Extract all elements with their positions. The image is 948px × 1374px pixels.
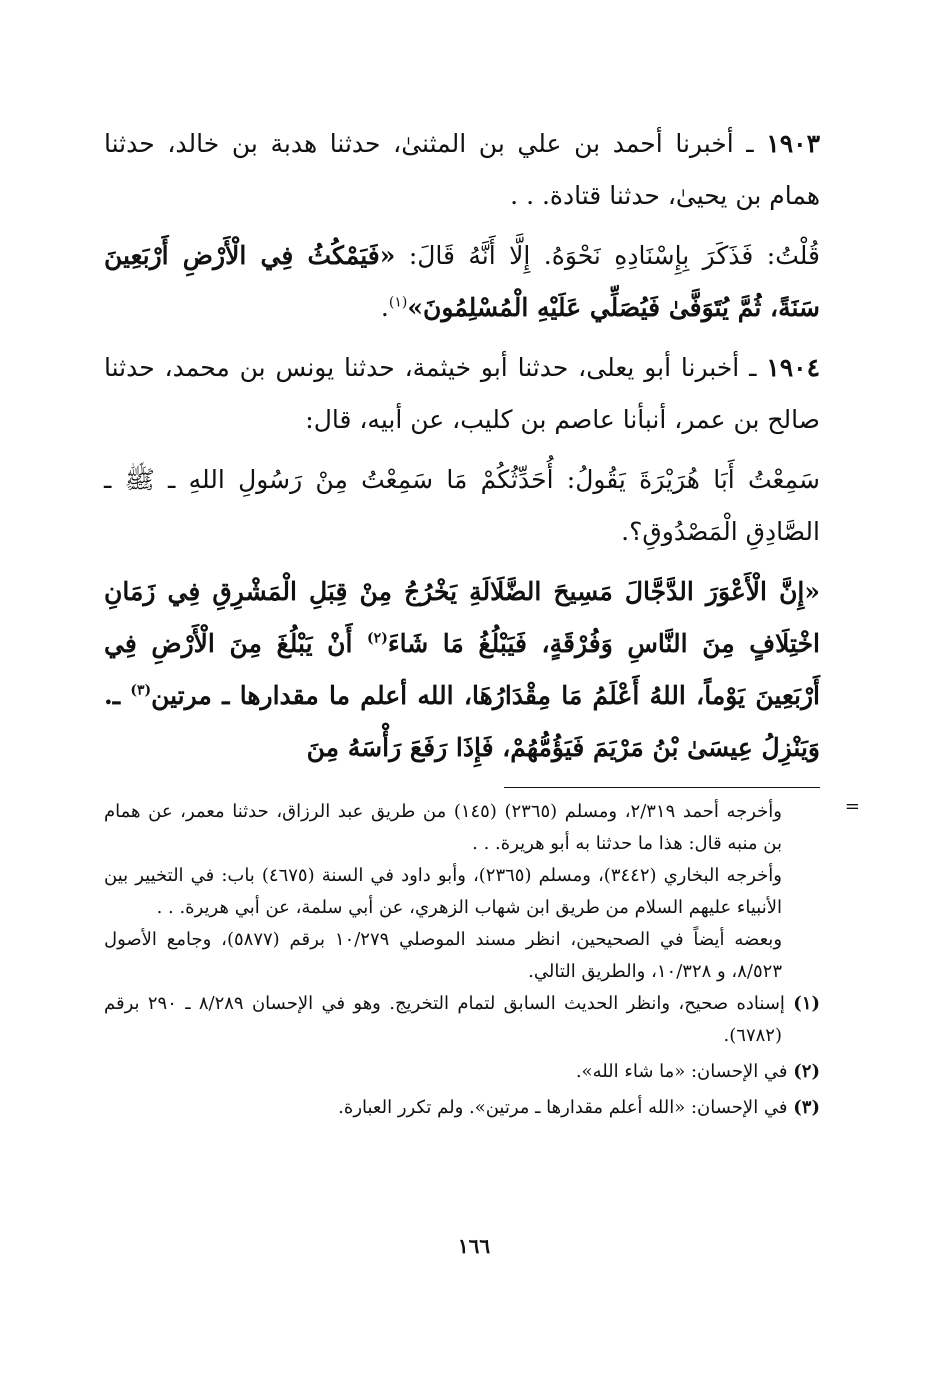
footnotes — [104, 796, 860, 1124]
hadith-1903 — [104, 118, 820, 222]
hadith-matn — [104, 566, 820, 774]
footnote-text: إسناده صحيح، وانظر الحديث السابق لتمام التخريج. وهو في الإحسان ٨/٢٨٩ ـ ٢٩٠ برقم (٦٧٨٢). — [104, 993, 794, 1046]
footnote-ref-1[interactable]: (١) — [388, 294, 408, 311]
continuation-mark: = — [844, 796, 860, 817]
footnote-continuation-2: وأخرجه البخاري (٣٤٤٢)، ومسلم (٢٣٦٥)، وأبو داود في السنة (٤٦٧٥) باب: في التخيير بين الأنبياء عليهم السلام من طريق ابن شهاب الزهري، عن أبي سلمة، عن أبي هريرة. . . — [104, 865, 782, 918]
isnad-chain: ـ أخبرنا أحمد بن علي بن المثنىٰ، حدثنا هدبة بن خالد، حدثنا همام بن يحيىٰ، حدثنا قتادة. . . — [104, 129, 820, 210]
hadith-number: ١٩٠٤ — [766, 353, 820, 382]
footnote-text: في الإحسان: «الله أعلم مقدارها ـ مرتين». ولم تكرر العبارة. — [338, 1097, 794, 1118]
matn-part-1: «إِنَّ الْأَعْوَرَ الدَّجَّالَ مَسِيحَ الضَّلَالَةِ يَخْرُجُ مِنْ قِبَلِ الْمَشْرِقِ فِي زَمَانِ اخْتِلَافٍ مِنَ النَّاسِ وَفُرْقَةٍ، فَيَبْلُغُ مَا شَاءَ — [104, 577, 820, 658]
footnote-ref-2[interactable]: (٢) — [367, 630, 388, 647]
footnote-text: في الإحسان: «ما شاء الله». — [575, 1061, 794, 1082]
hadith-quote: «فَيَمْكُثُ فِي الْأَرْضِ أَرْبَعِينَ سَنَةً، ثُمَّ يُتَوَفَّىٰ فَيُصَلِّي عَلَيْهِ الْمُسْلِمُونَ» — [104, 241, 820, 322]
narration-intro: سَمِعْتُ أَبَا هُرَيْرَةَ يَقُولُ: أُحَدِّثُكُمْ مَا سَمِعْتُ مِنْ رَسُولِ اللهِ ـ ﷺ ـ الصَّادِقِ الْمَصْدُوقِ؟. — [104, 465, 820, 546]
footnote-label: (٣) — [793, 1097, 820, 1118]
comment-end: . — [380, 293, 389, 322]
footnote-label: (١) — [793, 993, 821, 1014]
footnote-3 — [104, 1092, 820, 1124]
comment-1903 — [104, 230, 820, 334]
footnote-continuation-3: وبعضه أيضاً في الصحيحين، انظر مسند الموصلي ١٠/٢٧٩ برقم (٥٨٧٧)، وجامع الأصول ٨/٥٢٣، و ١٠/٣٢٨، والطريق التالي. — [104, 929, 783, 982]
matn-part-3: ـ. وَيَنْزِلُ عِيسَىٰ بْنُ مَرْيَمَ فَيَؤُمُّهُمْ، فَإِذَا رَفَعَ رَأْسَهُ مِنَ — [104, 681, 820, 762]
comment-lead: قُلْتُ: فَذَكَرَ بِإِسْنَادِهِ نَحْوَهُ. إِلَّا أَنَّهُ قَالَ: — [395, 241, 820, 270]
footnote-1 — [104, 988, 820, 1052]
hadith-1904 — [104, 342, 820, 446]
main-text — [104, 118, 820, 774]
footnote-continuation-1: وأخرجه أحمد ٢/٣١٩، ومسلم (٢٣٦٥) (١٤٥) من طريق عبد الرزاق، حدثنا معمر، عن همام بن منبه قال: هذا ما حدثنا به أبو هريرة. . . — [104, 801, 782, 854]
matn-part-2: أَنْ يَبْلُغَ مِنَ الْأَرْضِ فِي أَرْبَعِينَ يَوْماً، اللهُ أَعْلَمُ مَا مِقْدَارُهَا، الله أعلم ما مقدارها ـ مرتين — [104, 629, 820, 710]
footnote-2 — [104, 1056, 820, 1088]
isnad-chain: ـ أخبرنا أبو يعلى، حدثنا أبو خيثمة، حدثنا يونس بن محمد، حدثنا صالح بن عمر، أنبأنا عاصم بن كليب، عن أبيه، قال: — [104, 353, 820, 434]
footnote-ref-3[interactable]: (٣) — [130, 682, 152, 699]
hadith-number: ١٩٠٣ — [766, 129, 820, 158]
footnote-divider — [504, 787, 820, 788]
footnote-label: (٢) — [793, 1061, 820, 1082]
page-number: ١٦٦ — [457, 1234, 491, 1258]
